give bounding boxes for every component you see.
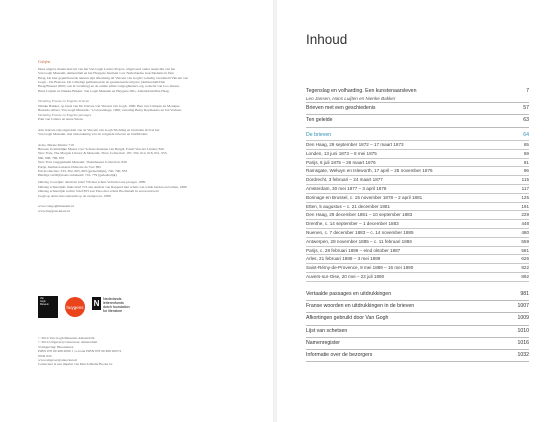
isbn-line: ISBN 978 90 488 2006 1 | e-book ISBN 978 90 488 2005 9 [38, 349, 122, 354]
toc-subentry[interactable]: Den Haag, 29 december 1881 – 10 september 1883 229 [306, 211, 529, 220]
toc-entry[interactable] [306, 313, 529, 325]
letterenfonds-mark: N [93, 299, 100, 308]
toc-entry-page: 1010 [517, 327, 529, 334]
toc-entry-intro[interactable] [306, 88, 529, 96]
toc-entry-label: Tegenslag en volharding. Een kunstenaarsleven [306, 88, 417, 94]
toc-entry-page: 1009 [517, 315, 529, 322]
colophon-locations: Arles, Musée Réattu: 719 Brussel, Koninklijke Musea voor Schone Kunsten van België, Fonds Van der Linden: 820 New York, The Morgan Library & Museum, Thaw Collection: 187, 592, 612, 618, 651, 655, 660, 698, 706, 855 New York Guggenheim Museum, Thannhauser Collection: 849 Parijs, Institut national d'histoire de l'art: 895 Privécollecties: 233, 362, 605, 663 (gedeeltelijk), 740, 790, 853 Huidige verblijfplaats onbekend: 716, 779 (gedeeltelijk) [38, 142, 168, 178]
colophon-cover: Omslag voorzijde: detail uit brief 756 met schets Veld met een ploeger, 1889 Omslag achterzijde: links brief 574 aan Anthon van Rappard met schets van wilde karden en bomen, 1886 Omslag achterzijde rechts: brief 853 aan Theo met schets Boomstam in een korenveld Gogh op Arles met eenzaam op de zaaiproces, 1888 [38, 180, 187, 198]
toc-subentry[interactable]: Ramsgate, Welwyn en Isleworth, 17 april – 25 november 1876 96 [306, 167, 529, 176]
contents-page [275, 0, 550, 422]
van-gogh-museum-logo: Van Gogh Museum [38, 296, 58, 318]
huygens-logo: huygens [65, 297, 85, 317]
toc-entry-label: Brieven met een geschiedenis [306, 105, 376, 111]
toc-entry[interactable] [306, 289, 529, 301]
copyright-line: © 2014 Van Gogh Museum, Amsterdam [38, 336, 95, 340]
toc-entry-page: 1032 [517, 351, 529, 358]
logo-strip [38, 296, 258, 330]
colophon-rights: Alle brieven zijn eigendom van de Vincent van Gogh Stichting en bevinden zich in het Van Gogh Museum, met uitzondering van de volgende brieven en briefbladen: [38, 127, 160, 137]
toc-entry[interactable] [306, 301, 529, 313]
colophon-text [38, 60, 260, 215]
toc-subentry[interactable]: Drenthe, c. 14 september – 1 december 1883 448 [306, 220, 529, 229]
toc-subentry[interactable]: Amsterdam, 30 mei 1877 – 3 april 1878 117 [306, 185, 529, 194]
toc-entry-page: 7 [526, 88, 529, 94]
toc-entry-page: 64 [523, 132, 529, 139]
toc-entry-letters[interactable] [306, 132, 529, 141]
table-of-contents [306, 88, 529, 282]
toc-entry-label: Lijst van schetsen [306, 327, 348, 334]
toc-entry[interactable] [306, 350, 529, 362]
toc-entry-page: 63 [523, 117, 529, 124]
toc-entry-label: Franse woorden en uitdrukkingen in de brieven [306, 303, 415, 310]
toc-subentry[interactable]: Saint-Rémy-de-Provence, 9 mei 1889 – 16 mei 1890 822 [306, 264, 529, 273]
nur-line: NUR 643 [38, 353, 52, 358]
toc-subentry[interactable]: Parijs, c. 28 februari 1886 – eind oktober 1887 581 [306, 247, 529, 256]
design-credit: Vormgeving: Bureauknot [38, 344, 74, 349]
toc-entry-label: Afkortingen gebruikt door Van Gogh [306, 315, 389, 322]
toc-subentry[interactable]: Etten, 5 augustus – c. 21 december 1881 191 [306, 203, 529, 212]
letterenfonds-logo: N Nederlands letterenfonds dutch foundation for literature [93, 297, 130, 313]
toc-subentry[interactable]: Antwerpen, 28 november 1885 – c. 11 februari 1886 559 [306, 238, 529, 247]
toc-subentry[interactable]: Nuenen, c. 7 december 1883 – c. 14 november 1885 480 [306, 229, 529, 238]
colophon-websites [38, 204, 260, 213]
toc-entry-page: 1016 [517, 339, 529, 346]
toc-entry-label: De brieven [306, 132, 332, 139]
colophon-translations: Vertaling Franse en Engelse brieven Nienke Bakker, op basis van De brieven van Vincent van Gogh, 1990. Han van Crimpen en Monique Berends-Albert, Van Gogh Museum / 's-Gravenhage, 1990; vertaling Betsy Raymakers en Jan Verhaar. Vertaling Franse en Engelse passages Paul van Calster en Anne Stiens [38, 99, 182, 122]
toc-entry[interactable] [306, 338, 529, 350]
toc-subentry[interactable]: Londen, 13 juni 1873 – 8 mei 1875 69 [306, 150, 529, 159]
toc-entry[interactable] [306, 326, 529, 338]
colophon-imprint [38, 336, 260, 367]
letters-section [306, 132, 529, 282]
toc-entry-page: 1007 [517, 303, 529, 310]
toc-entry-label: Namenregister [306, 339, 341, 346]
toc-subentry[interactable]: Borinage en Brussel, c. 15 november 1878 – 2 april 1881 125 [306, 194, 529, 203]
toc-subentry[interactable]: Auvers-sur-Oise, 20 mei – 23 juli 1890 892 [306, 273, 529, 282]
colophon-intro: Deze uitgave maakt deel uit van het Van Gogh Letters Project, uitgevoerd onder auspiciën van het Van Gogh Museum, Amsterdam en het Huygens Instituut voor Nederlandse Geschiedenis in Den Haag. De hier gepubliceerde teksten zijn afkomstig uit Vincent van Gogh's volledig verzameld Vincent van Gogh – De Brieven. De volledige geillustreerde en geannoteerde uitgave (Amsterdam/Den Haag/Brussel 2009; ook in vertaling) en de online editie vangoghletters.org, redactie van Leo Jansen, Hans Luijten en Nienke Bakker, Van Gogh Museum en Huygens ING, Amsterdam/Den Haag. [38, 66, 189, 93]
toc-subentry[interactable]: Dordrecht, 3 februari – 24 maart 1877 115 [306, 176, 529, 185]
museum-website: www.vangoghmuseum.nl [38, 204, 74, 209]
toc-entry[interactable] [306, 103, 529, 115]
publisher-imprint: Cantecleer is een imprint van Dutch Media Books bv [38, 362, 113, 367]
toc-subentry[interactable]: Arles, 21 februari 1888 – 3 mei 1889 626 [306, 255, 529, 264]
toc-entry-label: Vertaalde passages en uitdrukkingen [306, 291, 392, 297]
toc-entry-page: 57 [523, 105, 529, 111]
toc-subentry[interactable]: Parijs, 6 juli 1875 – 28 maart 1876 81 [306, 159, 529, 168]
page-title: Inhoud [306, 32, 348, 47]
intro-authors: Leo Jansen, Hans Luijten en Nienke Bakker [306, 96, 529, 104]
toc-entry-page: 981 [520, 291, 529, 297]
appendix-contents [306, 289, 529, 362]
toc-entry[interactable] [306, 115, 529, 127]
copyright-line: © 2014 Uitgeverij Cantecleer, Amsterdam [38, 340, 98, 345]
toc-subentry[interactable]: Den Haag, 29 september 1872 – 17 maart 1873 65 [306, 141, 529, 150]
toc-entry-label: Ten geleide [306, 117, 333, 124]
toc-entry-label: Informatie over de bezorgers [306, 351, 373, 358]
huygens-website: www.huygens.knaw.nl [38, 208, 70, 213]
publisher-website: www.uitgeverijcantecleer.nl [38, 358, 78, 363]
colophon-heading: Colofon [38, 60, 51, 64]
